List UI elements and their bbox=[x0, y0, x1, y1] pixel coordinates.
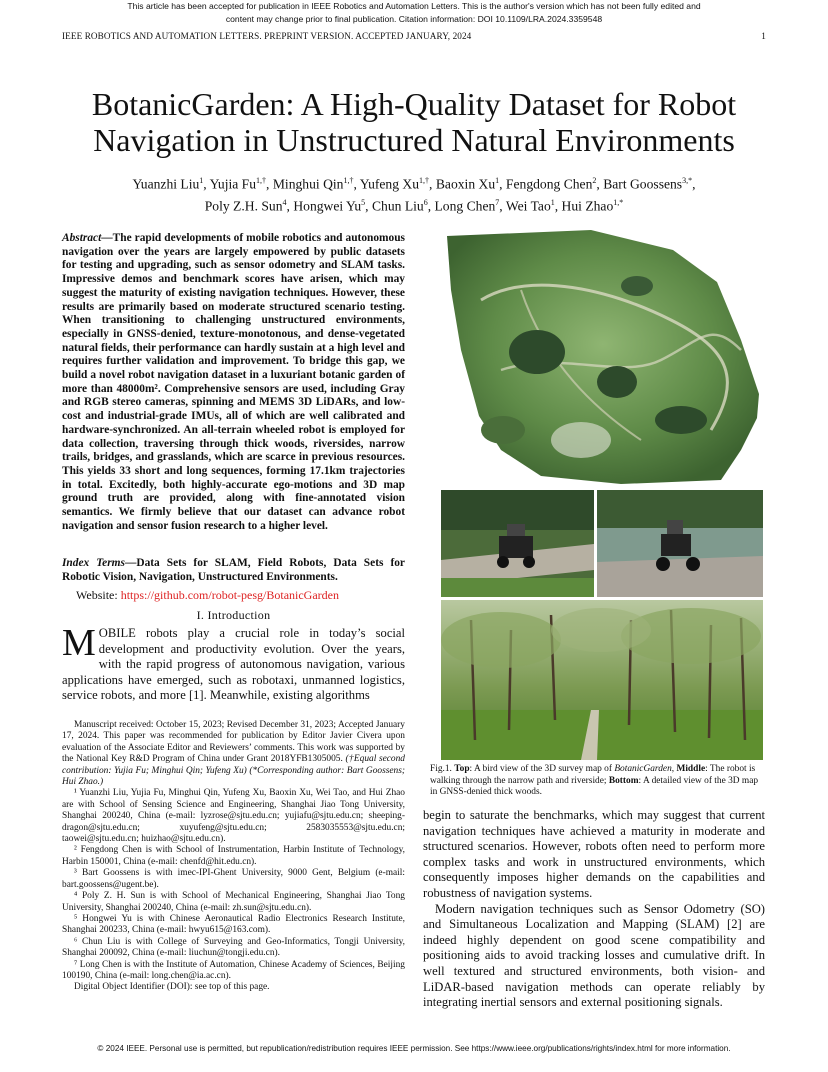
notice-line-2: content may change prior to final publication. Citation information: DOI 10.1109/LRA.2024.3359548 bbox=[225, 14, 603, 24]
author-affiliation-mark: 2 bbox=[592, 176, 597, 185]
author-name: Yujia Fu bbox=[209, 176, 257, 192]
abstract-text: —The rapid developments of mobile robotics and autonomous navigation over the years are largely empowered by public datasets for testing and upgrading, such as sensor odometry and SLAM tasks. Impressive demos and benchmark scores have arisen, which may suggest the maturity of existing navigation techniques. However, these results are primarily based on moderate structured scenario testing. When transitioning to challenging unstructured environments, especially in GNSS-denied, texture-monotonous, and dense-vegetated natural fields, their performance can hardly sustain at a high level and requires further validation and improvement. To bridge this gap, we build a novel robot navigation dataset in a luxuriant botanic garden of more than 48000m². Comprehensive sensors are used, including Gray and RGB stereo cameras, spinning and MEMS 3D LiDARs, and low-cost and industrial-grade IMUs, all of which are well calibrated and hardware-synchronized. An all-terrain wheeled robot is employed for data collection, traversing through thick woods, riversides, narrow trails, bridges, and grasslands, which are scarce in previous resources. This yields 33 short and long sequences, forming 17.1km trajectories in total. Excitedly, both highly-accurate ego-motions and 3D map ground truth are provided, along with fine-annotated vision semantics. We firmly believe that our dataset can advance robot navigation and sensor fusion research to a higher level. bbox=[62, 232, 405, 532]
caption-bottom-label: Bottom bbox=[608, 775, 639, 786]
author-name: Wei Tao bbox=[505, 198, 551, 214]
author-name: Long Chen bbox=[434, 198, 496, 214]
footnote-item: ⁶ Chun Liu is with College of Surveying and Geo-Informatics, Tongji University, Shanghai 200092, China (e-mail: liuchun@tongji.edu.cn). bbox=[62, 936, 405, 959]
journal-running-title: IEEE ROBOTICS AND AUTOMATION LETTERS. PREPRINT VERSION. ACCEPTED JANUARY, 2024 bbox=[62, 31, 472, 41]
website-link[interactable]: https://github.com/robot-pesg/BotanicGarden bbox=[120, 588, 339, 602]
footnote-item: ⁵ Hongwei Yu is with Chinese Aeronautical Radio Electronics Research Institute, Shanghai 200233, China (e-mail: hwyu615@163.com). bbox=[62, 913, 405, 936]
index-terms-label: Index Terms bbox=[62, 557, 125, 569]
author-affiliation-mark: 1 bbox=[550, 197, 555, 207]
caption-map-name: BotanicGarden bbox=[614, 764, 672, 774]
abstract-label: Abstract bbox=[62, 232, 102, 244]
manuscript-note bbox=[62, 720, 405, 788]
affiliation-list bbox=[62, 788, 405, 993]
running-head bbox=[62, 31, 766, 41]
author-affiliation-mark: 1,† bbox=[419, 176, 430, 185]
website-line bbox=[76, 588, 339, 603]
website-label: Website: bbox=[76, 588, 121, 602]
author-affiliation-mark: 3,* bbox=[682, 176, 693, 185]
footnote-item: ⁷ Long Chen is with the Institute of Automation, Chinese Academy of Sciences, Beijing 100190, China (e-mail: long.chen@ia.ac.cn). bbox=[62, 959, 405, 981]
title-line-1: BotanicGarden: A High-Quality Dataset for Robot bbox=[91, 86, 737, 122]
author-affiliation-mark: 1 bbox=[199, 176, 204, 185]
author-affiliation-mark: 5 bbox=[361, 197, 366, 207]
footnote-item: ¹ Yuanzhi Liu, Yujia Fu, Minghui Qin, Yufeng Xu, Baoxin Xu, Wei Tao, and Hui Zhao are with School of Sensing Science and Engineering, Shanghai Jiao Tong University, Shanghai 200240, China (e-mail: lyzrose@sjtu.edu.cn; yujiafu@sjtu.edu.cn; sheeping-dragon@sjtu.edu.cn; xuyufeng@sjtu.edu.cn; 2583035553@sjtu.edu.cn; taowei@sjtu.edu.cn; huizhao@sjtu.edu.cn). bbox=[62, 788, 405, 845]
survey-map-image bbox=[441, 230, 763, 484]
author-affiliation-mark: 6 bbox=[423, 197, 428, 207]
author-list: Yuanzhi Liu$^1$, Yujia $Fu^{1,\dagger}$, Minghui Qin$^{1,\dagger}$, Yufeng $Xu^{1,\dagger}$, Baoxin Xu$^1$, Fengdong Chen$^2$, Bart Goossens$^{3,*}$, Poly Z.H. Sun$^4$, Hongwei Yu$^5$, Chun Liu$^6$, Long Chen$^7$, Wei Tao$^1$, Hui Zhao$^{1,*}$ bbox=[132, 176, 696, 214]
footnote-item: ⁴ Poly Z. H. Sun is with School of Mechanical Engineering, Shanghai Jiao Tong University, Shanghai 200240, China (e-mail: zh.sun@sjtu.edu.cn). bbox=[62, 891, 405, 913]
body-paragraph: Modern navigation techniques such as Sensor Odometry (SO) and Simultaneous Localization and Mapping (SLAM) [2] are indeed highly dependent on good scene compatibility and positioning aids to avoid tracking losses and cumulative drift. In well textured and structured environments, both vision- and LiDAR-based navigation methods can operate reliably by integrating inertial sensors and external positioning signals. bbox=[423, 901, 765, 1010]
caption-top-label: Top bbox=[454, 764, 470, 774]
author-name: Yufeng Xu bbox=[359, 176, 420, 192]
caption-middle-text: : The robot is walking through the narrow path and riverside; bbox=[430, 764, 756, 786]
author-name: Poly Z.H. Sun bbox=[204, 198, 283, 214]
robot-narrow-path-photo bbox=[441, 490, 594, 597]
contribution-note: (†Equal second contribution: Yujia Fu; Minghui Qin; Yufeng Xu) (*Corresponding author: Bart Goossens; Hui Zhao.) bbox=[62, 754, 405, 788]
footnotes bbox=[62, 720, 405, 994]
caption-top-text: : A bird view of the 3D survey map of bbox=[469, 764, 615, 774]
index-terms-text: —Data Sets for SLAM, Field Robots, Data Sets for Robotic Vision, Navigation, Unstructured Environments. bbox=[62, 557, 405, 583]
robot-riverside-photo bbox=[597, 490, 763, 597]
right-column-body bbox=[423, 808, 765, 1011]
body-paragraph: begin to saturate the benchmarks, which may suggest that current navigation techniques have achieved a maturity in moderate and structured scenarios. However, robots often need to perform more complex tasks and work in unstructured environments, which consequently imposes higher demands on the capabilities and robustness of navigation systems. bbox=[423, 808, 765, 900]
caption-bottom-text: : A detailed view of the 3D map in GNSS-denied thick woods. bbox=[430, 775, 759, 798]
author-name: Hui Zhao bbox=[561, 198, 614, 214]
author-name: Chun Liu bbox=[371, 198, 424, 214]
author-affiliation-mark: 4 bbox=[282, 197, 287, 207]
thick-woods-3d-map-view bbox=[441, 600, 763, 760]
page-number: 1 bbox=[761, 31, 766, 41]
author-name: Minghui Qin bbox=[272, 176, 344, 192]
author-name: Fengdong Chen bbox=[505, 176, 593, 192]
author-affiliation-mark: 1 bbox=[495, 176, 500, 185]
paper-title bbox=[40, 86, 788, 158]
author-affiliation-mark: 1,* bbox=[613, 197, 624, 207]
manuscript-text: Manuscript received: October 15, 2023; Revised December 31, 2023; Accepted January 17, 2024. This paper was recommended for publication by Editor Javier Civera upon evaluation of the Associate Editor and Reviewers’ comments. This work was supported by the National Key R&D Program of China under Grant 2018YFB1305005. bbox=[62, 720, 405, 765]
footnote-item: ² Fengdong Chen is with School of Instrumentation, Harbin Institute of Technology, Harbin 150001, China (e-mail: chenfd@hit.edu.cn). bbox=[62, 845, 405, 867]
figure-label: Fig.1. bbox=[430, 764, 455, 774]
author-affiliation-mark: 1,† bbox=[256, 176, 267, 185]
caption-middle-label: Middle bbox=[676, 764, 706, 774]
title-line-2: Navigation in Unstructured Natural Environments bbox=[93, 122, 735, 158]
drop-cap: M bbox=[62, 622, 96, 664]
author-name: Hongwei Yu bbox=[293, 198, 362, 214]
abstract bbox=[62, 232, 405, 533]
introduction-paragraph bbox=[62, 622, 405, 704]
author-affiliation-mark: 7 bbox=[495, 197, 500, 207]
footnote-item: ³ Bart Goossens is with imec-IPI-Ghent University, 9000 Gent, Belgium (e-mail: bart.goossens@ugent.be). bbox=[62, 868, 405, 890]
section-heading-introduction: I. Introduction bbox=[196, 608, 271, 622]
introduction-text: OBILE robots play a crucial role in today’s social development and productivity evolution. Over the years, with the rapid progress of autonomous navigation, various applications have emerged, such as robotaxi, unmanned logistics, service robots, and more [1]. Meanwhile, existing algorithms bbox=[62, 626, 405, 703]
figure-caption: Fig.1. Top: A bird view of the 3D survey map of BotanicGarden, Middle: The robot is walking through the narrow path and riverside; Bottom: A detailed view of the 3D map in GNSS-denied thick woods. bbox=[430, 764, 759, 798]
author-name: Baoxin Xu bbox=[435, 176, 496, 192]
copyright-footer: © 2024 IEEE. Personal use is permitted, but republication/redistribution requires IEEE permission. See https://www.ieee.org/publications/rights/index.html for more information. bbox=[97, 1044, 731, 1053]
notice-line-1: This article has been accepted for publication in IEEE Robotics and Automation Letters. This is the author's version which has not been fully edited and bbox=[127, 1, 701, 11]
author-name: Yuanzhi Liu bbox=[132, 176, 200, 192]
footnote-item: Digital Object Identifier (DOI): see top of this page. bbox=[74, 982, 270, 993]
author-name: Bart Goossens bbox=[603, 176, 683, 192]
index-terms bbox=[62, 557, 405, 584]
author-affiliation-mark: 1,† bbox=[343, 176, 354, 185]
publication-notice bbox=[0, 0, 828, 26]
